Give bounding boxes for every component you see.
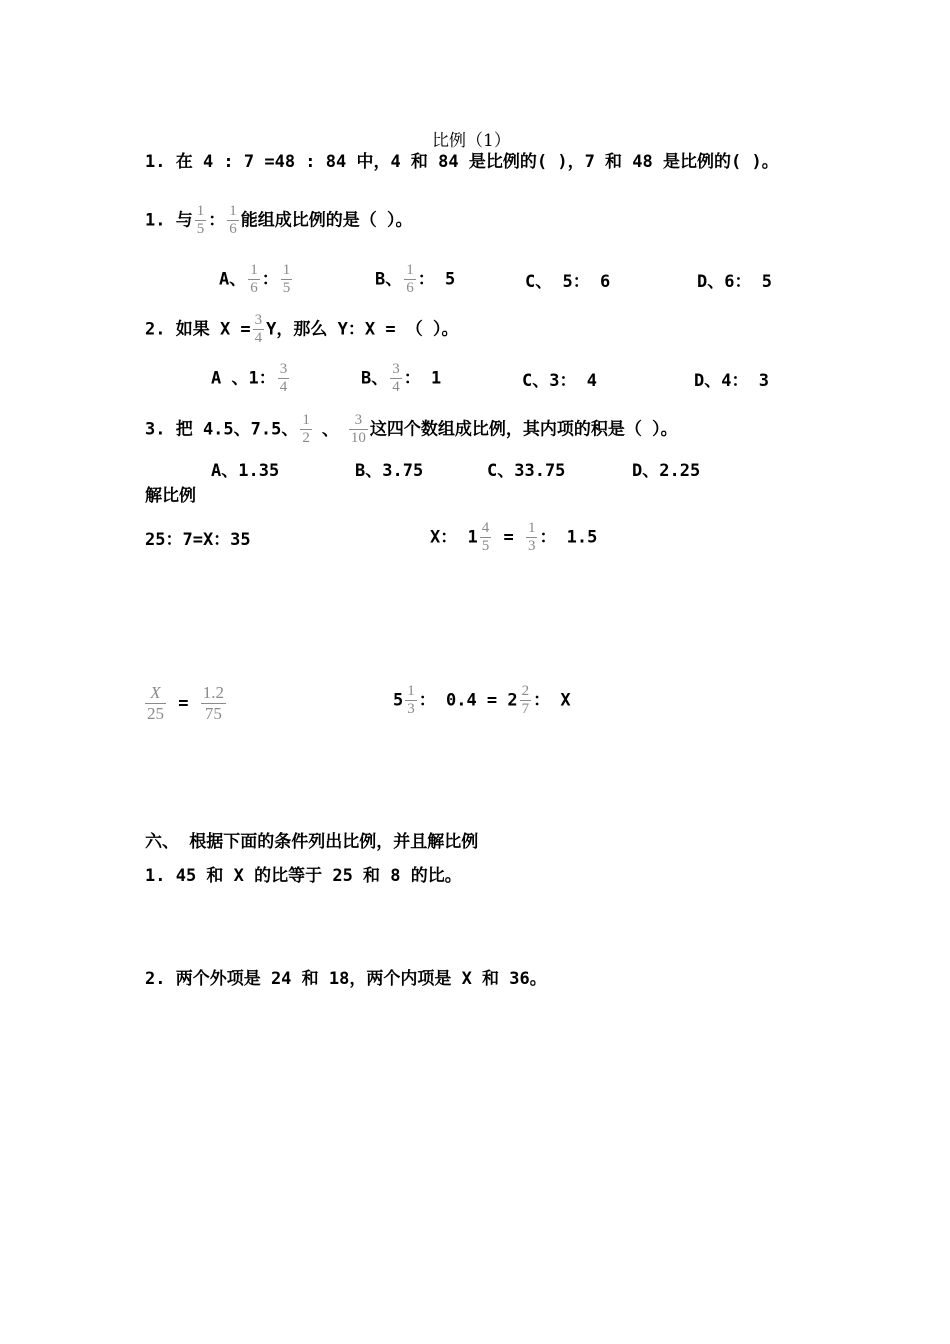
option-d: D、6： 5: [697, 272, 772, 292]
option-a: A、 $\frac{1}{6}$ ： $\frac{1}{5}$: [219, 262, 291, 296]
option-b: B、 $\frac{1}{6}$ ： 5: [375, 262, 456, 296]
fraction: $\frac{4}{5}$: [481, 520, 490, 554]
fraction: $\frac{1}{6}$: [250, 262, 258, 296]
fraction: $\frac{1}{6}$: [406, 262, 414, 296]
option-b: B、 $\frac{3}{4}$ ： 1: [361, 361, 442, 395]
equation-3: $\frac{X}{25}$ = $\frac{1.2}{75}$: [147, 683, 224, 723]
fraction: $\frac{3}{4}$: [279, 361, 288, 395]
question-3: 3. 把 4.5、7.5、 $\frac{1}{2}$ 、 $\frac{3}{10}$ 这四个数组成比例，其内项的积是（ ）。: [145, 412, 678, 446]
option-d: D、4： 3: [694, 371, 769, 391]
equation-2: X： 1 $\frac{4}{5}$ = $\frac{1}{3}$ ： 1.5: [430, 520, 598, 554]
option-a: A、1.35: [211, 461, 280, 481]
fraction: $\frac{1}{5}$: [282, 262, 291, 296]
fraction: $\frac{3}{4}$: [392, 361, 400, 395]
fraction: $\frac{3}{4}$: [254, 312, 263, 346]
equation-4: 5 $\frac{1}{3}$ ： 0.4 = 2 $\frac{2}{7}$ ： X: [393, 683, 571, 717]
fraction: $\frac{1.2}{75}$: [202, 683, 224, 723]
question-intro: 1. 在 4 : 7 =48 : 84 中，4 和 84 是比例的( )，7 和 48 是比例的( )。: [145, 152, 779, 172]
page-title: 比例（1）: [432, 131, 511, 151]
option-c: C、33.75: [487, 461, 566, 481]
option-c: C、3： 4: [522, 371, 597, 391]
fraction: $\frac{3}{10}$: [350, 412, 366, 446]
question-1: [145, 203, 412, 238]
section-heading-solve: 解比例: [145, 486, 196, 506]
question-1-prefix: 1. 与: [145, 210, 193, 231]
question-1-suffix: 能组成比例的是（ ）。: [240, 210, 413, 231]
option-b: B、3.75: [355, 461, 424, 481]
equation-1: 25：7=X：35: [145, 530, 251, 550]
option-c: C、 5： 6: [525, 272, 611, 292]
fraction: $\frac{1}{5}$: [196, 203, 205, 237]
fraction: $\frac{1}{3}$: [527, 520, 536, 554]
fraction: $\frac{2}{7}$: [521, 683, 530, 717]
option-a: A 、1： $\frac{3}{4}$: [211, 361, 288, 395]
question-2: 2. 如果 X = $\frac{3}{4}$ Y，那么 Y：X = （ ）。: [145, 312, 459, 346]
fraction: $\frac{1}{2}$: [302, 412, 310, 446]
fraction: $\frac{1}{3}$: [407, 683, 415, 717]
section-heading-six: 六、 根据下面的条件列出比例，并且解比例: [145, 832, 479, 852]
colon: ：: [208, 210, 226, 231]
fraction: $\frac{X}{25}$: [147, 683, 164, 723]
problem-2: 2. 两个外项是 24 和 18，两个内项是 X 和 36。: [145, 969, 547, 989]
problem-1: 1. 45 和 X 的比等于 25 和 8 的比。: [145, 866, 462, 886]
fraction: $\frac{1}{6}$: [229, 203, 237, 237]
option-d: D、2.25: [632, 461, 701, 481]
